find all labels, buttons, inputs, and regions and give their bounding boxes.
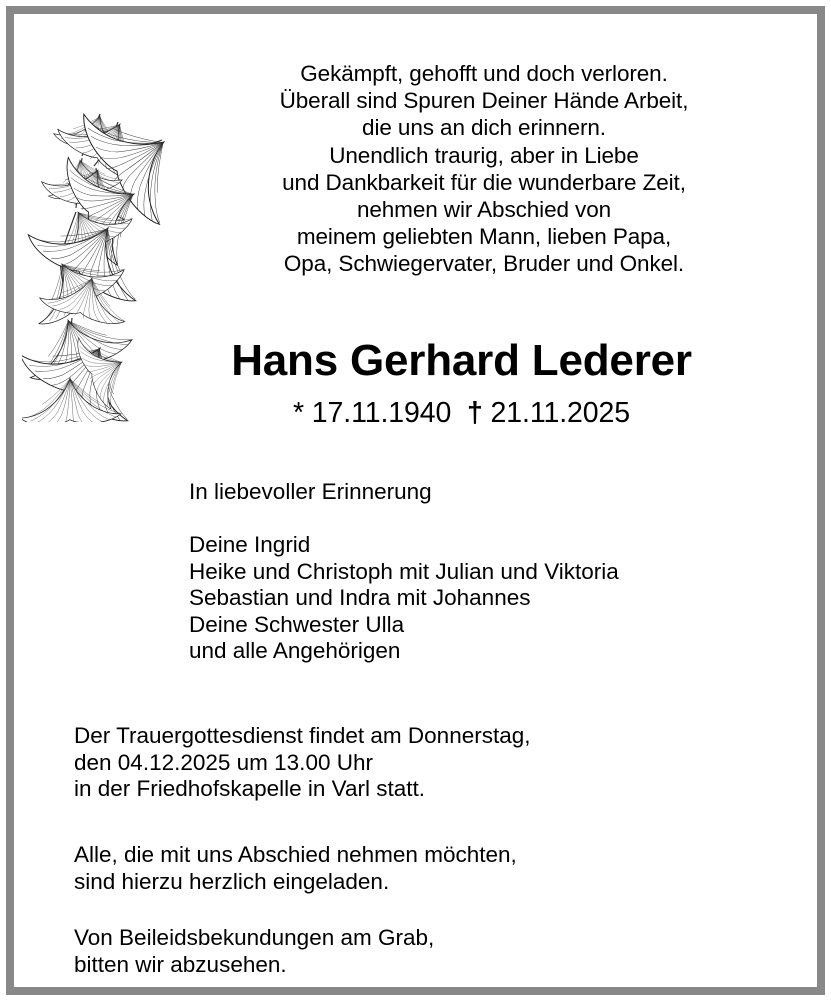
invitation-note [74,842,517,895]
service-line: Der Trauergottesdienst findet am Donnerstag, [74,723,531,748]
poem-line: und Dankbarkeit für die wunderbare Zeit, [282,169,686,195]
poem-line: Überall sind Spuren Deiner Hände Arbeit, [279,88,689,114]
invitation-line: sind hierzu herzlich eingeladen. [74,868,390,894]
service-line: den 04.12.2025 um 13.00 Uhr [74,749,373,775]
obituary-notice [6,6,825,995]
condolence-note [74,925,434,978]
invitation-line: Alle, die mit uns Abschied nehmen möchten, [74,842,517,867]
family-line: und alle Angehörigen [189,638,401,663]
birth-symbol: * [292,397,304,429]
poem-line: Unendlich traurig, aber in Liebe [329,142,639,168]
condolence-line: Von Beileidsbekundungen am Grab, [74,925,435,950]
family-line: Heike und Christoph mit Julian und Viktoria [189,558,619,584]
family-line: Deine Ingrid [189,532,311,557]
poem-line: meinem geliebten Mann, lieben Papa, [296,224,672,250]
memorial-poem [169,60,799,278]
birth-date: 17.11.1940 [311,397,452,429]
memory-line: In liebevoller Erinnerung [189,479,432,504]
death-symbol: † [466,397,483,429]
poem-line: Gekämpft, gehofft und doch verloren. [300,61,668,86]
poem-line: die uns an dich erinnern. [362,115,606,141]
family-list [189,532,619,665]
condolence-line: bitten wir abzusehen. [74,951,287,977]
service-line: in der Friedhofskapelle in Varl statt. [74,776,426,801]
family-line: Sebastian und Indra mit Johannes [189,585,531,610]
death-date: 21.11.2025 [490,397,631,429]
poem-line: nehmen wir Abschied von [356,197,612,223]
poem-line: Opa, Schwiegervater, Bruder und Onkel. [283,251,685,277]
deceased-name: Hans Gerhard Lederer [231,336,692,385]
family-line: Deine Schwester Ulla [189,611,405,637]
notice-page [14,14,817,987]
life-dates [34,396,825,430]
service-details [74,723,531,803]
